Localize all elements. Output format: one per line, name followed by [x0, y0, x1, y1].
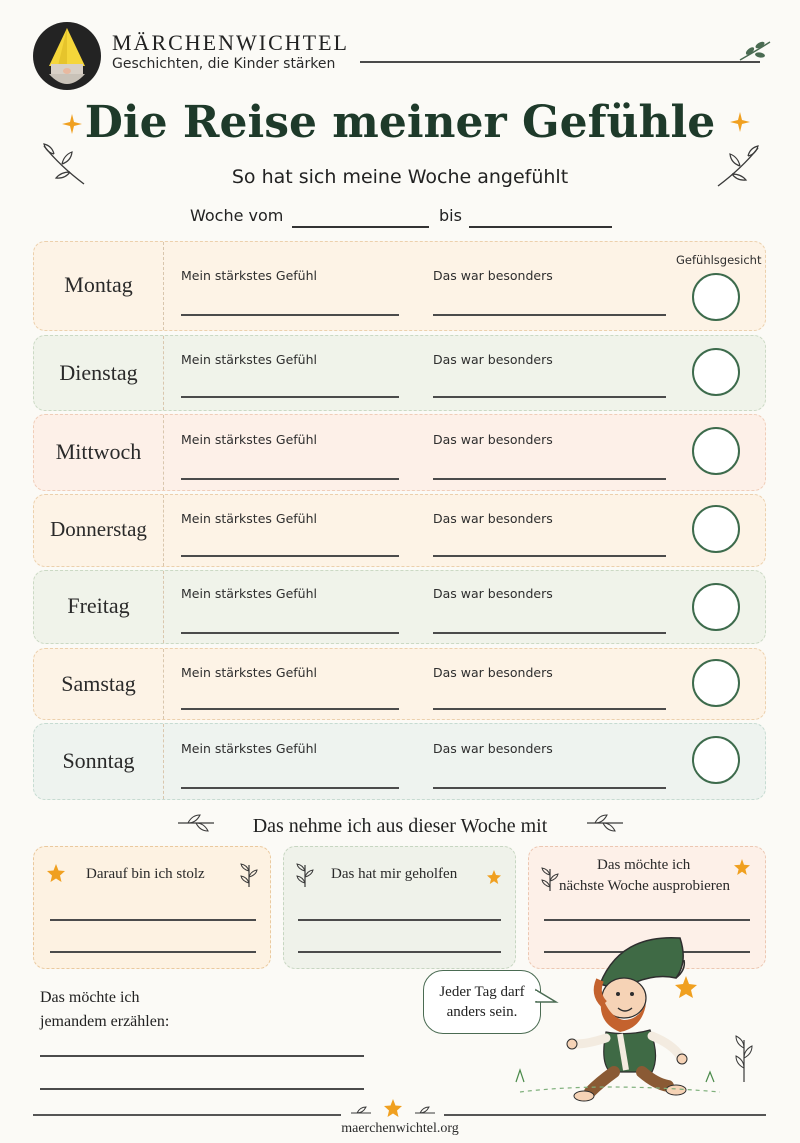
- day-card-montag: [33, 241, 766, 331]
- star-icon: [384, 1099, 402, 1117]
- proud-field-line-1[interactable]: [50, 919, 256, 921]
- day-name: Samstag: [61, 671, 136, 696]
- day-divider: [163, 649, 164, 719]
- leaf-sprig-icon: [585, 813, 625, 833]
- emotion-face-circle[interactable]: [692, 736, 740, 784]
- day-name: Montag: [64, 272, 133, 297]
- week-to-label: bis: [439, 206, 462, 225]
- footer-divider-left: [33, 1114, 341, 1116]
- day-divider: [163, 242, 164, 330]
- leaf-sprig-icon: [296, 863, 314, 889]
- brand-tagline: Geschichten, die Kinder stärken: [112, 56, 336, 72]
- feeling-label: Mein stärkstes Gefühl: [181, 268, 317, 283]
- helped-box: [283, 846, 516, 969]
- week-from-field[interactable]: [292, 226, 429, 228]
- page-title: Die Reise meiner Gefühle: [84, 97, 716, 148]
- day-divider: [163, 724, 164, 799]
- day-card-freitag: [33, 570, 766, 644]
- feeling-label: Mein stärkstes Gefühl: [181, 586, 317, 601]
- emotion-face-circle[interactable]: [692, 273, 740, 321]
- special-label: Das war besonders: [433, 352, 553, 367]
- speech-line-2: anders sein.: [446, 1004, 518, 1020]
- day-divider: [163, 571, 164, 643]
- day-divider: [163, 495, 164, 566]
- special-label: Das war besonders: [433, 268, 553, 283]
- speech-line-1: Jeder Tag darf: [439, 984, 525, 1000]
- proud-label: Darauf bin ich stolz: [86, 866, 205, 882]
- star-icon: [47, 864, 65, 882]
- day-card-dienstag: [33, 335, 766, 411]
- special-field[interactable]: [433, 708, 666, 710]
- special-label: Das war besonders: [433, 586, 553, 601]
- week-to-field[interactable]: [469, 226, 612, 228]
- day-divider: [163, 415, 164, 490]
- feeling-field[interactable]: [181, 555, 399, 557]
- feeling-label: Mein stärkstes Gefühl: [181, 432, 317, 447]
- special-label: Das war besonders: [433, 665, 553, 680]
- star-icon: [487, 870, 501, 884]
- tell-field-line-2[interactable]: [40, 1088, 364, 1090]
- day-name: Donnerstag: [50, 517, 147, 541]
- emotion-face-circle[interactable]: [692, 427, 740, 475]
- takeaway-title: Das nehme ich aus dieser Woche mit: [252, 815, 548, 837]
- tell-label-line-2: jemandem erzählen:: [40, 1013, 170, 1030]
- face-label: Gefühlsgesicht: [676, 253, 762, 267]
- feeling-label: Mein stärkstes Gefühl: [181, 511, 317, 526]
- brand-name: MÄRCHENWICHTEL: [112, 30, 349, 55]
- helped-label: Das hat mir geholfen: [331, 866, 458, 882]
- special-field[interactable]: [433, 632, 666, 634]
- try-label-line-2: nächste Woche ausprobieren: [559, 878, 730, 894]
- feeling-label: Mein stärkstes Gefühl: [181, 741, 317, 756]
- tell-label: [40, 986, 240, 1034]
- speech-bubble-tail: [536, 988, 558, 1010]
- header-divider: [360, 61, 760, 63]
- emotion-face-circle[interactable]: [692, 659, 740, 707]
- emotion-face-circle[interactable]: [692, 583, 740, 631]
- leaf-sprig-icon: [414, 1105, 436, 1119]
- tell-field-line-1[interactable]: [40, 1055, 364, 1057]
- feeling-label: Mein stärkstes Gefühl: [181, 352, 317, 367]
- try-field-line-1[interactable]: [544, 919, 750, 921]
- feeling-field[interactable]: [181, 632, 399, 634]
- gnome-logo-icon: [33, 22, 101, 90]
- gnome-illustration-icon: [560, 932, 770, 1112]
- helped-field-line-2[interactable]: [298, 951, 501, 953]
- feeling-label: Mein stärkstes Gefühl: [181, 665, 317, 680]
- day-card-mittwoch: [33, 414, 766, 491]
- page-subtitle: So hat sich meine Woche angefühlt: [231, 166, 569, 188]
- proud-field-line-2[interactable]: [50, 951, 256, 953]
- special-label: Das war besonders: [433, 432, 553, 447]
- day-card-sonntag: [33, 723, 766, 800]
- helped-field-line-1[interactable]: [298, 919, 501, 921]
- leaf-sprig-icon: [350, 1105, 372, 1119]
- footer-url[interactable]: maerchenwichtel.org: [341, 1121, 459, 1136]
- tell-label-line-1: Das möchte ich: [40, 989, 140, 1006]
- day-divider: [163, 336, 164, 410]
- feeling-field[interactable]: [181, 478, 399, 480]
- emotion-face-circle[interactable]: [692, 505, 740, 553]
- footer-divider-right: [444, 1114, 766, 1116]
- week-from-label: Woche vom: [190, 206, 284, 225]
- special-label: Das war besonders: [433, 741, 553, 756]
- special-label: Das war besonders: [433, 511, 553, 526]
- feeling-field[interactable]: [181, 396, 399, 398]
- leaf-sprig-icon: [738, 40, 774, 64]
- special-field[interactable]: [433, 478, 666, 480]
- star-icon: [734, 859, 750, 875]
- special-field[interactable]: [433, 555, 666, 557]
- special-field[interactable]: [433, 396, 666, 398]
- feeling-field[interactable]: [181, 708, 399, 710]
- day-name: Mittwoch: [55, 439, 142, 464]
- proud-box: [33, 846, 271, 969]
- special-field[interactable]: [433, 787, 666, 789]
- feeling-field[interactable]: [181, 314, 399, 316]
- speech-bubble: [423, 970, 541, 1034]
- try-label-line-1: Das möchte ich: [597, 857, 691, 873]
- feeling-field[interactable]: [181, 787, 399, 789]
- day-name: Sonntag: [62, 748, 135, 773]
- day-name: Freitag: [67, 593, 130, 618]
- day-name: Dienstag: [59, 360, 138, 385]
- leaf-sprig-icon: [541, 867, 559, 893]
- day-card-samstag: [33, 648, 766, 720]
- emotion-face-circle[interactable]: [692, 348, 740, 396]
- day-card-donnerstag: [33, 494, 766, 567]
- leaf-sprig-icon: [240, 863, 258, 889]
- special-field[interactable]: [433, 314, 666, 316]
